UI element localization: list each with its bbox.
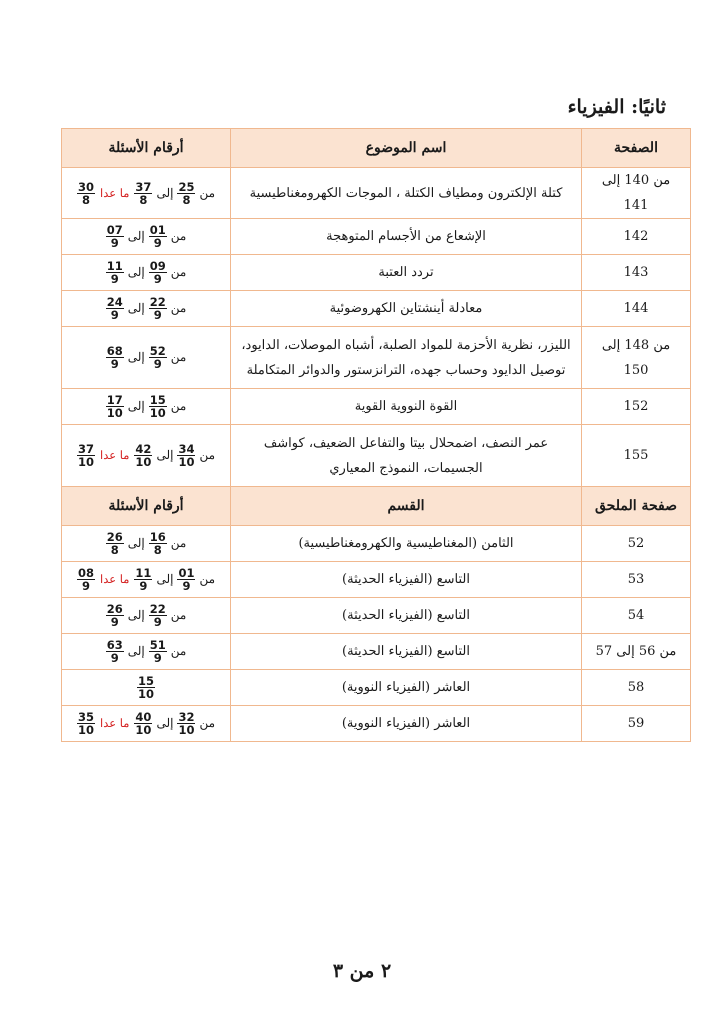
fraction-numerator: 08 — [77, 566, 94, 580]
page-cell: 152 — [582, 389, 691, 425]
page-cell: من 56 إلى 57 — [582, 634, 691, 670]
fraction-numerator: 17 — [106, 393, 123, 407]
fraction-denominator: 9 — [153, 357, 162, 371]
page-cell: 143 — [582, 255, 691, 291]
table-row — [62, 706, 691, 742]
fraction-denominator: 9 — [182, 579, 191, 593]
from-label: من — [170, 350, 187, 364]
fraction — [149, 296, 167, 321]
to-label: إلى — [127, 229, 145, 243]
fraction — [149, 345, 167, 370]
from-label: من — [199, 572, 216, 586]
table-row — [62, 670, 691, 706]
topic-line: العاشر (الفيزياء النووية) — [341, 680, 471, 695]
fraction-numerator: 42 — [135, 442, 152, 456]
fraction — [106, 260, 124, 285]
fraction-denominator: 8 — [182, 192, 191, 207]
fraction-denominator: 8 — [139, 192, 148, 207]
fraction-numerator: 34 — [178, 442, 195, 456]
topic-cell — [231, 670, 582, 706]
page-cell: 155 — [582, 425, 691, 487]
topic-cell — [231, 634, 582, 670]
topic-line: التاسع (الفيزياء الحديثة) — [342, 644, 470, 659]
fraction-numerator: 40 — [135, 710, 152, 724]
table-row — [62, 291, 691, 327]
page-cell: 53 — [582, 562, 691, 598]
topic-cell — [231, 219, 582, 255]
fraction-numerator: 51 — [149, 638, 166, 652]
fraction-denominator: 9 — [139, 579, 148, 593]
topic-cell — [231, 562, 582, 598]
except-label: ما عدا — [100, 448, 130, 462]
questions-cell — [62, 526, 231, 562]
from-label: من — [170, 536, 187, 550]
topic-line: التاسع (الفيزياء الحديثة) — [342, 572, 470, 587]
table-row — [62, 327, 691, 389]
topic-line: العاشر (الفيزياء النووية) — [341, 716, 471, 731]
topic-line: التاسع (الفيزياء الحديثة) — [342, 608, 470, 623]
fraction-numerator: 24 — [106, 295, 123, 309]
fraction-denominator: 9 — [81, 579, 90, 593]
topic-cell — [231, 706, 582, 742]
topic-cell — [231, 598, 582, 634]
fraction-numerator: 22 — [149, 295, 166, 309]
fraction-denominator: 10 — [178, 723, 195, 737]
fraction-denominator: 9 — [153, 272, 162, 286]
questions-cell — [62, 562, 231, 598]
page-number: ٢ من ٣ — [332, 960, 392, 982]
topic-cell — [231, 168, 582, 219]
topic-line: توصيل الدايود وحساب جهده، الترانزستور والدوائر المتكاملة — [246, 362, 566, 378]
fraction-numerator: 37 — [77, 442, 94, 456]
to-label: إلى — [127, 608, 145, 622]
topic-cell — [231, 425, 582, 487]
questions-cell — [62, 598, 231, 634]
fraction — [149, 224, 167, 249]
questions-cell — [62, 255, 231, 291]
fraction — [177, 181, 195, 206]
fraction-numerator: 22 — [149, 602, 166, 616]
from-label: من — [170, 608, 187, 622]
fraction-numerator: 11 — [106, 259, 123, 273]
page-cell: 52 — [582, 526, 691, 562]
questions-cell — [62, 425, 231, 487]
fraction-numerator: 07 — [106, 223, 123, 237]
fraction — [77, 181, 95, 206]
topic-cell — [231, 255, 582, 291]
table-row — [62, 255, 691, 291]
questions-cell — [62, 291, 231, 327]
table-row — [62, 219, 691, 255]
fraction-numerator: 16 — [149, 530, 166, 544]
to-label: إلى — [127, 399, 145, 413]
fraction — [149, 639, 167, 664]
fraction-numerator: 52 — [149, 344, 166, 358]
from-label: من — [199, 716, 216, 730]
to-label: إلى — [156, 448, 174, 462]
fraction-denominator: 9 — [153, 651, 162, 665]
topic-line: عمر النصف، اضمحلال بيتا والتفاعل الضعيف، كواشف — [263, 435, 549, 451]
table-row — [62, 168, 691, 219]
fraction — [77, 711, 95, 736]
questions-cell — [62, 327, 231, 389]
fraction-numerator: 32 — [178, 710, 195, 724]
fraction — [106, 345, 124, 370]
fraction-denominator: 9 — [110, 236, 119, 250]
topic-line: الإشعاع من الأجسام المتوهجة — [326, 229, 486, 244]
fraction-denominator: 9 — [153, 236, 162, 250]
except-label: ما عدا — [100, 572, 130, 586]
fraction — [106, 531, 124, 556]
to-label: إلى — [156, 572, 174, 586]
topic-cell — [231, 291, 582, 327]
topic-line: تردد العتبة — [378, 265, 434, 280]
fraction-numerator: 11 — [135, 566, 152, 580]
page-cell: 144 — [582, 291, 691, 327]
to-label: إلى — [127, 265, 145, 279]
fraction — [177, 711, 195, 736]
topic-line: معادلة أينشتاين الكهروضوئية — [329, 301, 483, 316]
column-header-questions: أرقام الأسئلة — [62, 487, 231, 526]
to-label: إلى — [127, 350, 145, 364]
fraction-numerator: 01 — [149, 223, 166, 237]
except-label: ما عدا — [100, 185, 130, 200]
fraction — [106, 394, 124, 419]
fraction-denominator: 10 — [135, 455, 152, 469]
questions-cell — [62, 634, 231, 670]
fraction — [177, 443, 195, 468]
fraction-denominator: 9 — [110, 615, 119, 629]
section-heading: ثانيًا: الفيزياء — [567, 96, 666, 118]
topic-line: الثامن (المغناطيسية والكهرومغناطيسية) — [298, 536, 514, 551]
table-body — [62, 129, 691, 742]
from-label: من — [170, 399, 187, 413]
fraction — [106, 224, 124, 249]
fraction-denominator: 8 — [81, 192, 90, 207]
topic-cell — [231, 389, 582, 425]
table-header-row — [62, 487, 691, 526]
fraction — [106, 639, 124, 664]
fraction-denominator: 10 — [135, 723, 152, 737]
fraction — [149, 394, 167, 419]
fraction — [77, 567, 95, 592]
fraction-denominator: 10 — [77, 455, 94, 469]
table-row — [62, 598, 691, 634]
column-header-page: صفحة الملحق — [582, 487, 691, 526]
fraction — [149, 603, 167, 628]
topic-line: الجسيمات، النموذج المعياري — [329, 460, 483, 476]
fraction-numerator: 63 — [106, 638, 123, 652]
fraction-numerator: 26 — [106, 602, 123, 616]
topic-cell — [231, 327, 582, 389]
from-label: من — [170, 229, 187, 243]
fraction-denominator: 8 — [153, 543, 162, 557]
table-row — [62, 425, 691, 487]
fraction — [177, 567, 195, 592]
questions-cell — [62, 389, 231, 425]
column-header-questions: أرقام الأسئلة — [62, 129, 231, 168]
fraction-denominator: 10 — [106, 406, 123, 420]
column-header-topic: اسم الموضوع — [231, 129, 582, 168]
topic-line: كتلة الإلكترون ومطياف الكتلة ، الموجات الكهرومغناطيسية — [249, 185, 563, 201]
fraction — [137, 675, 155, 700]
to-label: إلى — [127, 536, 145, 550]
fraction-denominator: 9 — [153, 615, 162, 629]
fraction — [149, 260, 167, 285]
questions-cell — [62, 670, 231, 706]
from-label: من — [170, 265, 187, 279]
questions-cell — [62, 168, 231, 219]
column-header-topic: القسم — [231, 487, 582, 526]
table-header-row — [62, 129, 691, 168]
to-label: إلى — [127, 301, 145, 315]
fraction-numerator: 30 — [77, 179, 94, 194]
fraction — [134, 567, 152, 592]
fraction-denominator: 9 — [110, 651, 119, 665]
except-label: ما عدا — [100, 716, 130, 730]
fraction-denominator: 10 — [77, 723, 94, 737]
from-label: من — [199, 448, 216, 462]
fraction — [134, 711, 152, 736]
fraction — [106, 603, 124, 628]
fraction — [149, 531, 167, 556]
page-cell: 59 — [582, 706, 691, 742]
page-cell: من 140 إلى 141 — [582, 168, 691, 219]
table-row — [62, 526, 691, 562]
physics-table — [61, 128, 691, 742]
fraction-denominator: 10 — [149, 406, 166, 420]
questions-cell — [62, 219, 231, 255]
from-label: من — [199, 185, 216, 200]
fraction — [134, 181, 152, 206]
fraction — [77, 443, 95, 468]
topic-line: القوة النووية القوية — [354, 399, 458, 414]
fraction-numerator: 15 — [137, 674, 154, 688]
fraction-numerator: 01 — [178, 566, 195, 580]
fraction — [134, 443, 152, 468]
fraction-denominator: 9 — [153, 308, 162, 322]
topic-cell — [231, 526, 582, 562]
fraction-denominator: 9 — [110, 308, 119, 322]
questions-cell — [62, 706, 231, 742]
fraction-numerator: 09 — [149, 259, 166, 273]
table-row — [62, 389, 691, 425]
fraction-denominator: 10 — [178, 455, 195, 469]
fraction-denominator: 10 — [137, 687, 154, 701]
from-label: من — [170, 644, 187, 658]
fraction-numerator: 25 — [178, 179, 195, 194]
fraction-numerator: 15 — [149, 393, 166, 407]
table-row — [62, 562, 691, 598]
page-cell: 142 — [582, 219, 691, 255]
table-row — [62, 634, 691, 670]
fraction-numerator: 68 — [106, 344, 123, 358]
fraction — [106, 296, 124, 321]
fraction-denominator: 9 — [110, 272, 119, 286]
fraction-denominator: 9 — [110, 357, 119, 371]
from-label: من — [170, 301, 187, 315]
to-label: إلى — [156, 185, 174, 200]
to-label: إلى — [156, 716, 174, 730]
to-label: إلى — [127, 644, 145, 658]
fraction-numerator: 37 — [135, 179, 152, 194]
column-header-page: الصفحة — [582, 129, 691, 168]
fraction-numerator: 26 — [106, 530, 123, 544]
fraction-numerator: 35 — [77, 710, 94, 724]
page-cell: 54 — [582, 598, 691, 634]
page-cell: 58 — [582, 670, 691, 706]
fraction-denominator: 8 — [110, 543, 119, 557]
topic-line: الليزر، نظرية الأحزمة للمواد الصلبة، أشباه الموصلات، الدايود، — [241, 337, 571, 353]
page-cell: من 148 إلى 150 — [582, 327, 691, 389]
